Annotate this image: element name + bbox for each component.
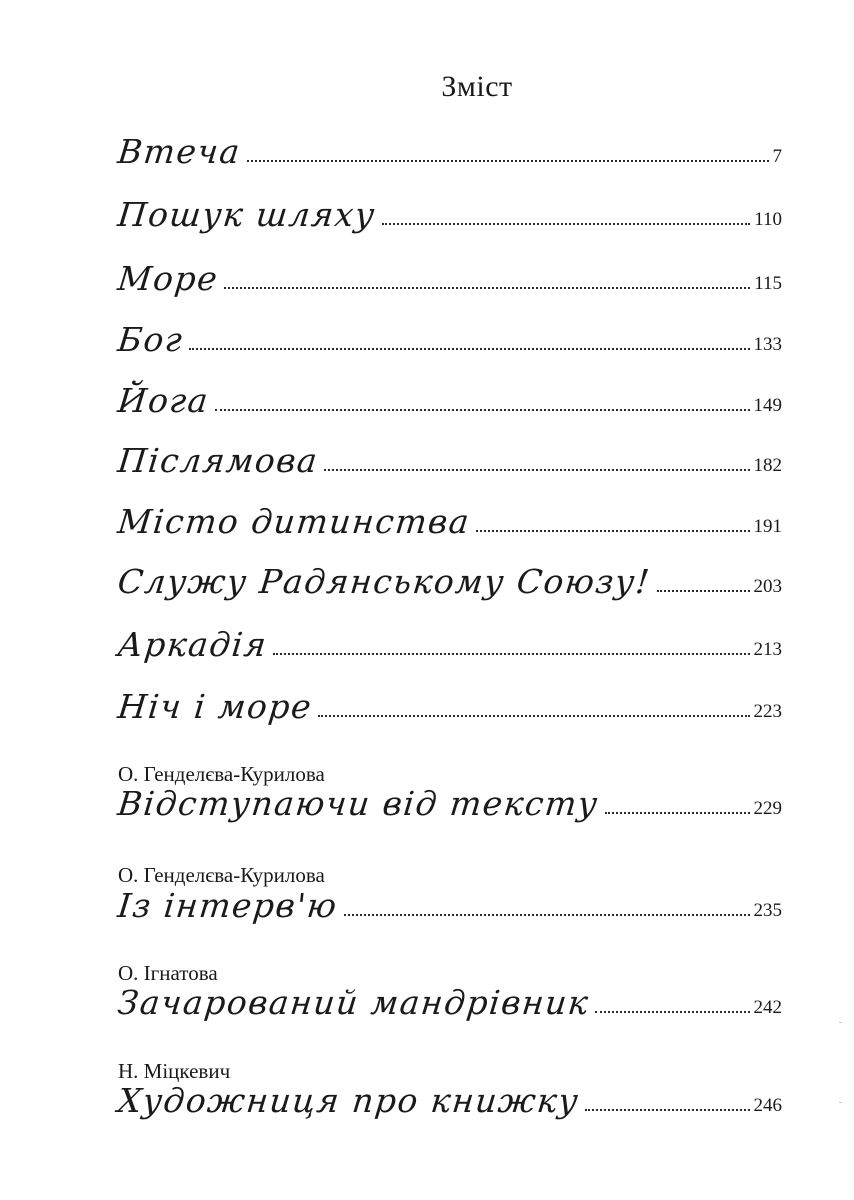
entry-author: О. Генделєва-Курилова [118, 863, 325, 887]
dot-leader [224, 286, 750, 289]
toc-entry[interactable] [115, 259, 782, 298]
toc-entry[interactable] [115, 983, 782, 1022]
toc-entry[interactable] [115, 784, 782, 823]
entry-title: Художниця про книжку [115, 1081, 582, 1120]
dot-leader [215, 408, 750, 411]
toc-entry[interactable] [115, 687, 782, 726]
entry-page-number: 149 [753, 395, 782, 416]
dot-leader [476, 529, 749, 532]
entry-title: Аркадія [115, 625, 270, 664]
entry-title: Бог [115, 320, 186, 359]
toc-entry[interactable] [115, 886, 782, 925]
toc-entry[interactable] [115, 320, 782, 359]
dot-leader [585, 1108, 749, 1111]
dot-leader [318, 714, 749, 717]
entry-page-number: 235 [753, 900, 782, 921]
dot-leader [273, 652, 749, 655]
entry-page-number: 110 [754, 209, 782, 230]
dot-leader [324, 468, 749, 471]
toc-entry[interactable] [115, 381, 782, 420]
dot-leader [595, 1010, 749, 1013]
entry-title: Зачарований мандрівник [115, 983, 592, 1022]
entry-page-number: 182 [753, 455, 782, 476]
scan-speck [839, 1102, 842, 1103]
entry-title: Пошук шляху [115, 195, 378, 234]
dot-leader [382, 222, 751, 225]
entry-page-number: 115 [754, 273, 782, 294]
entry-page-number: 229 [753, 798, 782, 819]
toc-entry[interactable] [115, 1081, 782, 1120]
toc-entry[interactable] [115, 625, 782, 664]
entry-page-number: 223 [753, 701, 782, 722]
entry-page-number: 242 [753, 997, 782, 1018]
entry-page-number: 133 [753, 334, 782, 355]
dot-leader [657, 589, 750, 592]
toc-entry[interactable] [115, 195, 782, 234]
entry-page-number: 203 [753, 576, 782, 597]
toc-entry[interactable] [115, 562, 782, 601]
toc-entry[interactable] [115, 441, 782, 480]
entry-author: Н. Міцкевич [118, 1059, 231, 1083]
entry-title: Відступаючи від тексту [115, 784, 601, 823]
entry-author: О. Ігнатова [118, 961, 218, 985]
entry-title: Йога [115, 381, 212, 420]
dot-leader [605, 811, 750, 814]
toc-heading: Зміст [441, 70, 513, 103]
toc-entry[interactable] [115, 132, 782, 171]
dot-leader [189, 347, 749, 350]
entry-page-number: 7 [772, 146, 782, 167]
entry-title: Втеча [115, 132, 243, 171]
entry-title: Море [115, 259, 221, 298]
entry-title: Місто дитинства [115, 502, 473, 541]
dot-leader [247, 159, 769, 162]
entry-page-number: 246 [753, 1095, 782, 1116]
entry-title: Післямова [115, 441, 321, 480]
entry-author: О. Генделєва-Курилова [118, 762, 325, 786]
scan-speck [839, 1022, 842, 1023]
dot-leader [344, 913, 750, 916]
entry-page-number: 191 [753, 516, 782, 537]
entry-title: Із інтерв'ю [115, 886, 340, 925]
entry-title: Служу Радянському Союзу! [115, 562, 653, 601]
entry-page-number: 213 [753, 639, 782, 660]
toc-entry[interactable] [115, 502, 782, 541]
entry-title: Ніч і море [115, 687, 315, 726]
